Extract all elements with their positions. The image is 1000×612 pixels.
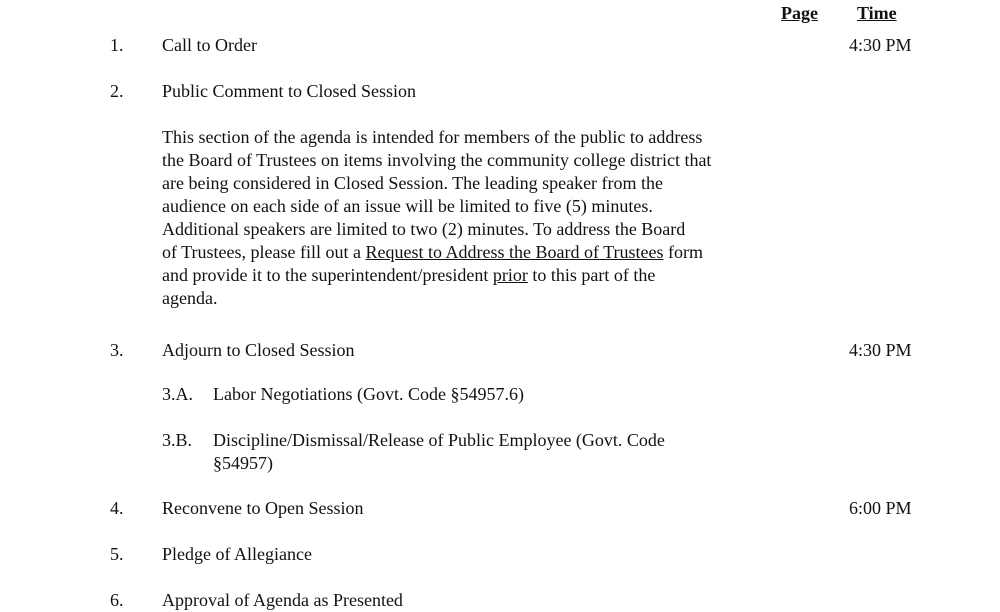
subitem-title-continued: §54957)	[213, 453, 273, 473]
page-column-header: Page	[781, 3, 818, 23]
item-title: Adjourn to Closed Session	[162, 340, 355, 360]
item-number: 6.	[110, 590, 124, 610]
emphasized-word: prior	[492, 265, 528, 285]
paragraph-line	[162, 264, 782, 287]
item-title: Approval of Agenda as Presented	[162, 590, 403, 610]
paragraph-text: to this part of the	[527, 265, 656, 285]
paragraph-text: and provide it to the superintendent/president	[162, 265, 493, 285]
paragraph-line: audience on each side of an issue will be limited to five (5) minutes.	[162, 196, 653, 216]
paragraph-line: This section of the agenda is intended for members of the public to address	[162, 127, 703, 147]
paragraph-line: agenda.	[162, 288, 218, 308]
item-time: 4:30 PM	[849, 35, 912, 55]
item-title: Pledge of Allegiance	[162, 544, 312, 564]
time-column-header: Time	[857, 3, 897, 23]
item-title: Reconvene to Open Session	[162, 498, 364, 518]
paragraph-line: the Board of Trustees on items involving the community college district that	[162, 150, 712, 170]
item-time: 6:00 PM	[849, 498, 912, 518]
paragraph-text: of Trustees, please fill out a	[162, 242, 366, 262]
item-number: 3.	[110, 340, 124, 360]
subitem-title: Labor Negotiations (Govt. Code §54957.6)	[213, 384, 524, 404]
paragraph-text: form	[663, 242, 703, 262]
item-number: 1.	[110, 35, 124, 55]
item-number: 5.	[110, 544, 124, 564]
paragraph-line	[162, 241, 782, 264]
paragraph-line: Additional speakers are limited to two (2) minutes. To address the Board	[162, 219, 686, 239]
item-time: 4:30 PM	[849, 340, 912, 360]
item-title: Call to Order	[162, 35, 257, 55]
public-comment-description	[162, 126, 782, 310]
subitem-number: 3.A.	[162, 384, 193, 404]
subitem-title: Discipline/Dismissal/Release of Public Employee (Govt. Code	[213, 430, 665, 450]
subitem-number: 3.B.	[162, 430, 193, 450]
request-form-name: Request to Address the Board of Trustees	[365, 242, 664, 262]
item-number: 2.	[110, 81, 124, 101]
item-title: Public Comment to Closed Session	[162, 81, 417, 101]
paragraph-line: are being considered in Closed Session. The leading speaker from the	[162, 173, 664, 193]
item-number: 4.	[110, 498, 124, 518]
